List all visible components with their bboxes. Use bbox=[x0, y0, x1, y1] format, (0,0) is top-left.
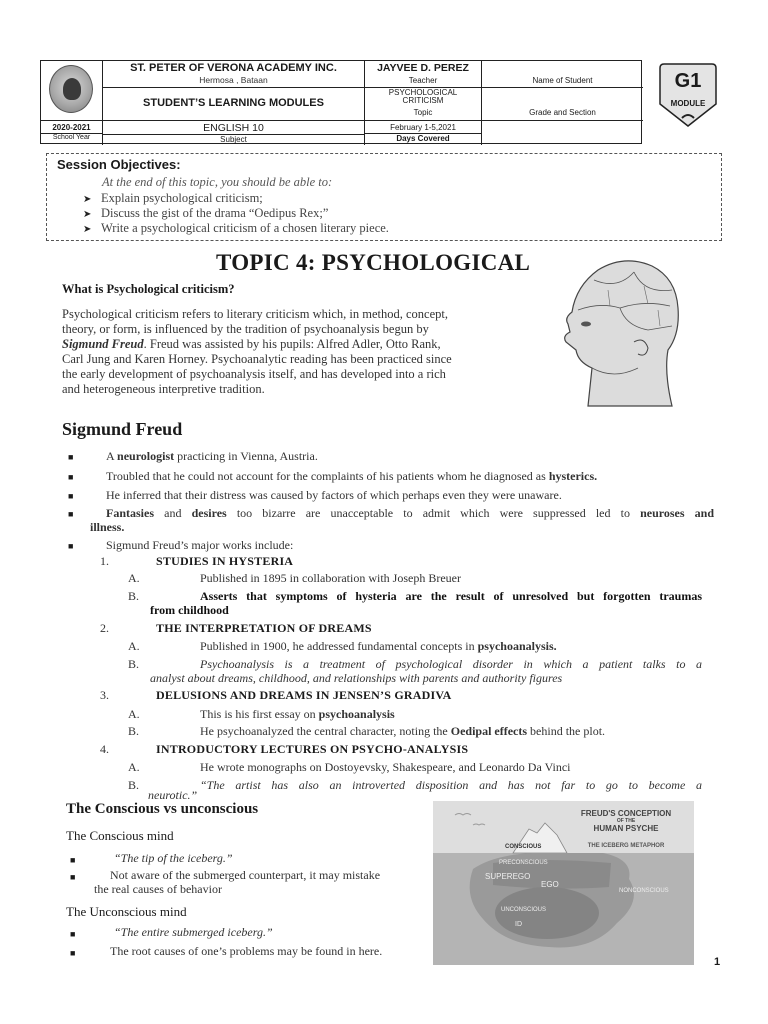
sub-letter: B. bbox=[128, 657, 140, 671]
iceberg-superego: SUPEREGO bbox=[485, 872, 531, 881]
conscious-bullet: “The tip of the iceberg.” bbox=[114, 851, 233, 865]
question-heading: What is Psychological criticism? bbox=[62, 282, 235, 296]
freud-bullet: Sigmund Freud’s major works include: bbox=[106, 538, 294, 552]
header-table bbox=[40, 60, 642, 144]
work-title: DELUSIONS AND DREAMS IN JENSEN’S GRADIVA bbox=[156, 688, 452, 702]
page-number: 1 bbox=[714, 956, 721, 968]
iceberg-preconscious: PRECONSCIOUS bbox=[499, 860, 548, 866]
subject-label: Subject bbox=[103, 134, 364, 144]
freud-bullet: He inferred that their distress was caused by factors of which perhaps even they were unaware. bbox=[106, 488, 562, 502]
work-number: 2. bbox=[100, 621, 109, 635]
arrow-bullet-icon: ➤ bbox=[83, 194, 92, 205]
intro-line: the early development of psychoanalysis itself, and has developed into a rich bbox=[62, 367, 446, 381]
school-logo bbox=[49, 65, 93, 113]
sub-letter: A. bbox=[128, 639, 140, 653]
unconscious-bullet: The root causes of one’s problems may be found in here. bbox=[110, 944, 383, 958]
work-detail: Published in 1895 in collaboration with Joseph Breuer bbox=[200, 571, 461, 585]
iceberg-nonconscious: NONCONSCIOUS bbox=[619, 888, 669, 894]
iceberg-unconscious: UNCONSCIOUS bbox=[501, 907, 547, 913]
work-detail-cont: analyst about dreams, childhood, and relationships with parents and authority figures bbox=[150, 671, 563, 685]
school-year-cell bbox=[41, 121, 103, 145]
iceberg-id: ID bbox=[515, 921, 522, 928]
school-cell bbox=[103, 61, 365, 88]
bullet-icon: ■ bbox=[70, 948, 76, 958]
bullet-icon: ■ bbox=[68, 491, 74, 501]
intro-line: Carl Jung and Karen Horney. Psychoanalytic reading has been practiced since bbox=[62, 352, 452, 366]
logo-cell bbox=[41, 61, 103, 121]
work-detail-cont-clipped: neurotic.” bbox=[148, 788, 198, 802]
iceberg-subtitle: THE ICEBERG METAPHOR bbox=[587, 843, 665, 849]
work-number: 1. bbox=[100, 554, 109, 568]
freud-heading: Sigmund Freud bbox=[62, 419, 183, 439]
bullet-icon: ■ bbox=[68, 472, 74, 482]
work-title: INTRODUCTORY LECTURES ON PSYCHO-ANALYSIS bbox=[156, 742, 469, 756]
unconscious-bullet: “The entire submerged iceberg.” bbox=[114, 925, 273, 939]
bullet-icon: ■ bbox=[70, 929, 76, 939]
freud-bullet: Troubled that he could not account for the complaints of his patients whom he diagnosed as hysterics. bbox=[106, 469, 598, 483]
bullet-icon: ■ bbox=[68, 452, 74, 462]
teacher-cell bbox=[365, 61, 482, 88]
conscious-label: The Conscious mind bbox=[66, 828, 174, 843]
objectives-title: Session Objectives: bbox=[57, 157, 181, 172]
work-detail: He psychoanalyzed the central character, noting the Oedipal effects behind the plot. bbox=[200, 724, 606, 738]
arrow-bullet-icon: ➤ bbox=[83, 209, 92, 220]
iceberg-conscious: CONSCIOUS bbox=[505, 844, 542, 850]
freud-bullet-cont: illness. bbox=[90, 520, 125, 534]
grade-section-label: Grade and Section bbox=[529, 108, 596, 117]
bullet-icon: ■ bbox=[70, 855, 76, 865]
work-number: 4. bbox=[100, 742, 109, 756]
work-detail: Asserts that symptoms of hysteria are the result of unresolved but forgotten traumas bbox=[200, 589, 702, 603]
work-detail: He wrote monographs on Dostoyevsky, Shakespeare, and Leonardo Da Vinci bbox=[200, 760, 571, 774]
empty-cell bbox=[482, 121, 643, 145]
work-title: THE INTERPRETATION OF DREAMS bbox=[156, 621, 372, 635]
freud-bullet: A neurologist practicing in Vienna, Austria. bbox=[106, 449, 318, 463]
sub-letter: B. bbox=[128, 724, 140, 738]
phrenology-head-image bbox=[548, 246, 688, 408]
school-year: 2020-2021 bbox=[52, 123, 91, 132]
school-year-label: School Year bbox=[41, 133, 102, 141]
module-badge bbox=[658, 62, 718, 128]
work-detail: This is his first essay on psychoanalysis bbox=[200, 707, 395, 721]
teacher-name: JAYVEE D. PEREZ bbox=[377, 62, 469, 74]
subject-cell bbox=[103, 121, 365, 145]
work-detail: “The artist has also an introverted disposition and has not far to go to become a bbox=[200, 778, 702, 792]
iceberg-diagram bbox=[433, 801, 694, 965]
intro-line: Sigmund Freud. Freud was assisted by his pupils: Alfred Adler, Otto Rank, bbox=[62, 337, 441, 351]
topic-label: Topic bbox=[413, 108, 433, 117]
school-name: ST. PETER OF VERONA ACADEMY INC. bbox=[130, 62, 337, 74]
name-of-student-label: Name of Student bbox=[532, 76, 593, 85]
iceberg-title: FREUD'S CONCEPTION OF THE HUMAN PSYCHE bbox=[580, 809, 672, 833]
days-covered: February 1-5,2021 bbox=[390, 123, 456, 132]
freud-bullet: Fantasies and desires too bizarre are unacceptable to admit which were suppressed led to neuroses and bbox=[106, 506, 715, 520]
objectives-box bbox=[46, 153, 722, 241]
subject: ENGLISH 10 bbox=[203, 122, 264, 134]
badge-label: MODULE bbox=[670, 99, 706, 108]
intro-line: theory, or form, is influenced by the tradition of psychoanalysis begun by bbox=[62, 322, 429, 336]
school-location: Hermosa , Bataan bbox=[199, 75, 268, 85]
topic-heading: TOPIC 4: PSYCHOLOGICAL bbox=[216, 250, 531, 275]
conscious-bullet-cont: the real causes of behavior bbox=[94, 882, 222, 896]
intro-line: Psychological criticism refers to literary criticism which, in method, concept, bbox=[62, 307, 448, 321]
teacher-label: Teacher bbox=[408, 76, 438, 85]
work-detail-cont: from childhood bbox=[150, 603, 229, 617]
badge-code: G1 bbox=[674, 70, 702, 92]
bullet-icon: ■ bbox=[68, 541, 74, 551]
student-name-cell[interactable] bbox=[482, 61, 643, 88]
sub-letter: B. bbox=[128, 778, 140, 792]
work-number: 3. bbox=[100, 688, 109, 702]
iceberg-ego: EGO bbox=[541, 880, 559, 889]
sub-letter: B. bbox=[128, 589, 140, 603]
days-covered-label: Days Covered bbox=[365, 133, 481, 143]
sub-letter: A. bbox=[128, 760, 140, 774]
objective-item: ➤ Write a psychological criticism of a chosen literary piece. bbox=[83, 221, 389, 235]
objective-item: ➤ Discuss the gist of the drama “Oedipus Rex;” bbox=[83, 206, 329, 220]
work-detail: Psychoanalysis is a treatment of psychological disorder in which a patient talks to a bbox=[200, 657, 702, 671]
bullet-icon: ■ bbox=[70, 872, 76, 882]
bullet-icon: ■ bbox=[68, 509, 74, 519]
objectives-intro: At the end of this topic, you should be able to: bbox=[102, 175, 333, 189]
objective-item: ➤ Explain psychological criticism; bbox=[83, 191, 263, 205]
grade-section-cell[interactable] bbox=[482, 88, 643, 121]
work-detail: Published in 1900, he addressed fundamental concepts in psychoanalysis. bbox=[200, 639, 557, 653]
sub-letter: A. bbox=[128, 571, 140, 585]
unconscious-label: The Unconscious mind bbox=[66, 904, 187, 919]
days-cell bbox=[365, 121, 482, 145]
sub-letter: A. bbox=[128, 707, 140, 721]
module-title-cell bbox=[103, 88, 365, 121]
conscious-bullet: Not aware of the submerged counterpart, it may mistake bbox=[110, 868, 381, 882]
work-title: STUDIES IN HYSTERIA bbox=[156, 554, 294, 568]
topic-value: PSYCHOLOGICAL CRITICISM bbox=[388, 88, 458, 105]
conscious-heading: The Conscious vs unconscious bbox=[66, 801, 259, 817]
topic-cell bbox=[365, 88, 482, 121]
intro-line: and heterogeneous interpretive tradition. bbox=[62, 382, 265, 396]
module-title: STUDENT’S LEARNING MODULES bbox=[143, 97, 324, 109]
arrow-bullet-icon: ➤ bbox=[83, 224, 92, 235]
